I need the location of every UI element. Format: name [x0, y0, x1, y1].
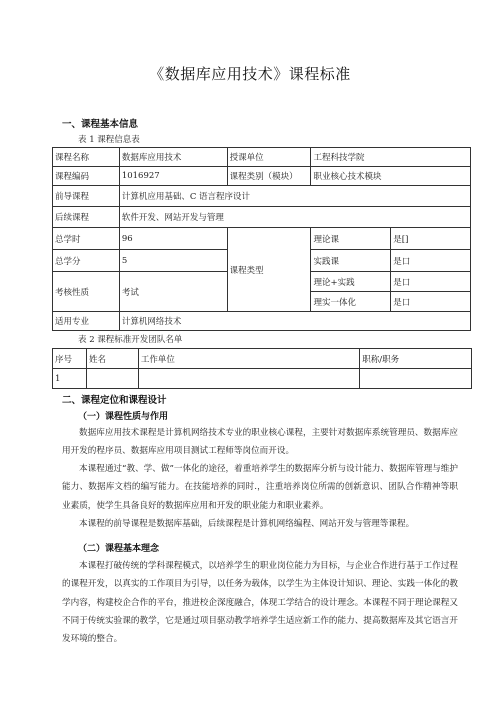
- type-label: 课程类型: [227, 228, 311, 312]
- major-label: 适用专业: [53, 312, 120, 331]
- type-mark-3: 是口: [391, 292, 471, 312]
- course-name-label: 课程名称: [53, 148, 120, 167]
- type-name-3: 理实一体化: [311, 292, 391, 312]
- category-value: 职业核心技术模块: [311, 167, 471, 186]
- unit-label: 授课单位: [227, 148, 311, 167]
- type-mark-1: 是口: [391, 250, 471, 272]
- team-header-name: 姓名: [86, 349, 138, 369]
- exam-label: 考核性质: [53, 272, 120, 312]
- course-info-table: [52, 147, 471, 331]
- hours-value: 96: [119, 228, 227, 250]
- type-mark-2: 是口: [391, 272, 471, 292]
- subheading-nature: （一）课程性质与作用: [78, 412, 169, 422]
- page-title: 《数据库应用技术》课程标准: [149, 65, 351, 83]
- follow-label: 后续课程: [53, 207, 120, 228]
- credits-label: 总学分: [53, 250, 120, 272]
- credits-value: 5: [119, 250, 227, 272]
- team-table: [52, 348, 472, 389]
- follow-value: 软件开发、网站开发与管理: [119, 207, 470, 228]
- team-header-unit: 工作单位: [138, 349, 359, 369]
- table2-caption: 表 2 课程标准开发团队名单: [78, 335, 183, 345]
- paragraph-prereq: 本课程的前导课程是数据库基础，后续课程是计算机网络编程、网站开发与管理等课程。: [79, 519, 415, 529]
- paragraph-method: 本课程通过“教、学、做”一体化的途径，着重培养学生的数据库分析与设计能力、数据库管理与维护能力、数据库文档的编写能力。在技能培养的同时.，注重培养岗位所需的创新意识、团队合作精神等职业素质，使学生具备良好的数据库应用和开发的职业能力和职业素养。: [62, 464, 458, 511]
- prereq-value: 计算机应用基础、C 语言程序设计: [119, 186, 470, 207]
- paragraph-nature: 数据库应用技术课程是计算机网络技术专业的职业核心课程，主要针对数据库系统管理员、数据库应用开发的程序员、数据库应用项目测试工程师等岗位而开设。: [62, 428, 458, 457]
- paragraph-philosophy: 本课程打破传统的学科课程模式，以培养学生的职业岗位能力为目标，与企业合作进行基于工作过程的课程开发，以真实的工作项目为引导，以任务为载体，以学生为主体设计知识、理论、实践一体化的教学内容，构建校企合作的平台，推进校企深度融合，体现工学结合的设计理念。本课程不同于理论课程又不同于传统实验课的教学，它是通过项目驱动教学培养学生适应新工作的能力、提高数据库及其它语言开发环境的整合。: [62, 561, 458, 645]
- code-label: 课程编码: [53, 167, 120, 186]
- prereq-label: 前导课程: [53, 186, 120, 207]
- team-header-no: 序号: [53, 349, 87, 369]
- team-cell-name: [86, 369, 138, 389]
- team-cell-no: 1: [53, 369, 87, 389]
- section-heading-positioning: 二、课程定位和课程设计: [62, 395, 167, 406]
- section-heading-basic-info: 一、课程基本信息: [62, 119, 139, 130]
- team-cell-unit: [138, 369, 359, 389]
- type-name-0: 理论课: [311, 228, 391, 250]
- team-header-title: 职称/职务: [360, 349, 472, 369]
- course-name-value: 数据库应用技术: [119, 148, 227, 167]
- unit-value: 工程科技学院: [311, 148, 471, 167]
- category-label: 课程类别（模块）: [227, 167, 311, 186]
- code-value: 1016927: [119, 167, 227, 186]
- table1-caption: 表 1 课程信息表: [78, 135, 140, 145]
- table-row: [53, 369, 472, 389]
- type-name-2: 理论+实践: [311, 272, 391, 292]
- hours-label: 总学时: [53, 228, 120, 250]
- team-cell-title: [360, 369, 472, 389]
- major-value: 计算机网络技术: [119, 312, 470, 331]
- exam-value: 考试: [119, 272, 227, 312]
- type-name-1: 实践课: [311, 250, 391, 272]
- subheading-philosophy: （二）课程基本理念: [78, 544, 160, 554]
- type-mark-0: 是[]: [391, 228, 471, 250]
